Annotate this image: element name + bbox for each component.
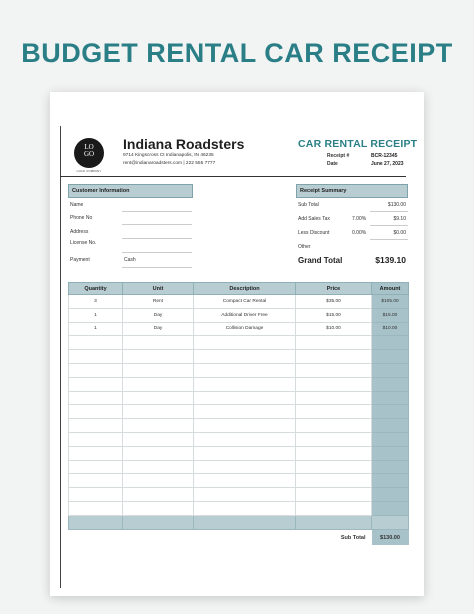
items-header-row [69, 283, 409, 295]
customer-address-label: Address [70, 229, 89, 235]
table-row-empty [69, 419, 409, 433]
summary-subtotal-value: $130.00 [387, 202, 406, 208]
receipt-number-label: Receipt # [327, 153, 350, 159]
cell-description: Compact Car Rental [194, 295, 296, 309]
summary-discount-label: Less Discount [298, 230, 330, 236]
table-row-empty [69, 363, 409, 377]
items-table [68, 282, 409, 545]
summary-subtotal-line [370, 211, 408, 212]
table-row-empty [69, 446, 409, 460]
table-row-empty [69, 391, 409, 405]
table-row-empty [69, 488, 409, 502]
summary-tax-pct: 7.00% [352, 216, 367, 222]
col-header-unit: Unit [123, 283, 194, 295]
customer-payment-label: Payment [70, 257, 90, 263]
logo-text-line2: GO [83, 150, 95, 158]
grand-total-value: $139.10 [375, 255, 406, 265]
table-row-empty [69, 336, 409, 350]
table-subtotal-value: $130.00 [372, 529, 409, 545]
customer-payment-value: Cash [124, 257, 136, 263]
logo-caption: LOGO COMPANY [76, 170, 102, 173]
table-row-empty [69, 474, 409, 488]
page-banner-title: BUDGET RENTAL CAR RECEIPT [21, 38, 453, 68]
company-name: Indiana Roadsters [123, 136, 245, 152]
cell-unit: Day [123, 322, 194, 336]
cell-price: $10.00 [296, 322, 372, 336]
cell-quantity: 1 [69, 322, 123, 336]
cell-quantity: 3 [69, 295, 123, 309]
table-row-empty [69, 405, 409, 419]
customer-phone-label: Phone No [70, 215, 93, 221]
receipt-title: CAR RENTAL RECEIPT [298, 138, 418, 150]
table-row-empty [69, 460, 409, 474]
cell-price: $15.00 [296, 308, 372, 322]
cell-unit: Rent [123, 295, 194, 309]
customer-payment-line [122, 267, 192, 268]
header-divider [60, 176, 406, 177]
cell-amount: $10.00 [372, 322, 409, 336]
summary-subtotal-label: Sub Total [298, 202, 319, 208]
table-row [69, 322, 409, 336]
company-address: 9714 Kingscross Ct Indianapolis, IN 46235 [123, 153, 214, 158]
receipt-sheet [50, 92, 424, 596]
col-header-quantity: Quantity [69, 283, 123, 295]
cell-quantity: 1 [69, 308, 123, 322]
summary-tax-line [370, 225, 408, 226]
customer-license-line [122, 252, 192, 253]
table-footer-band [69, 515, 409, 529]
table-row-empty [69, 501, 409, 515]
customer-name-label: Name [70, 202, 84, 208]
col-header-amount: Amount [372, 283, 409, 295]
receipt-summary-heading: Receipt Summary [296, 184, 408, 198]
company-logo [74, 138, 104, 168]
summary-tax-value: $9.10 [393, 216, 406, 222]
customer-info-heading: Customer Information [68, 184, 193, 198]
summary-tax-label: Add Sales Tax [298, 216, 330, 222]
table-row-empty [69, 377, 409, 391]
table-row [69, 295, 409, 309]
col-header-price: Price [296, 283, 372, 295]
col-header-description: Description [194, 283, 296, 295]
cell-amount: $15.00 [372, 308, 409, 322]
table-row [69, 308, 409, 322]
summary-discount-pct: 0.00% [352, 230, 367, 236]
receipt-date: June 27, 2023 [371, 161, 404, 167]
customer-name-line [122, 211, 192, 212]
table-subtotal-row [69, 529, 409, 545]
receipt-number: BCR-12345 [371, 153, 398, 159]
summary-discount-value: $0.00 [393, 230, 406, 236]
cell-amount: $105.00 [372, 295, 409, 309]
table-subtotal-label: Sub Total [340, 534, 366, 541]
table-row-empty [69, 432, 409, 446]
customer-license-label: License No. [70, 240, 97, 246]
cell-description: Additional Driver Free [194, 308, 296, 322]
company-contact: rent@indianaroadsters.com | 222 555 7777 [123, 161, 216, 166]
cell-description: Collision Damage [194, 322, 296, 336]
cell-price: $35.00 [296, 295, 372, 309]
logo-text-line1: LO [84, 143, 94, 151]
summary-other-label: Other [298, 244, 311, 250]
customer-phone-line [122, 224, 192, 225]
table-row-empty [69, 350, 409, 364]
summary-discount-line [370, 239, 408, 240]
customer-address-line [122, 238, 192, 239]
receipt-date-label: Date [327, 161, 338, 167]
cell-unit: Day [123, 308, 194, 322]
grand-total-label: Grand Total [298, 256, 343, 265]
